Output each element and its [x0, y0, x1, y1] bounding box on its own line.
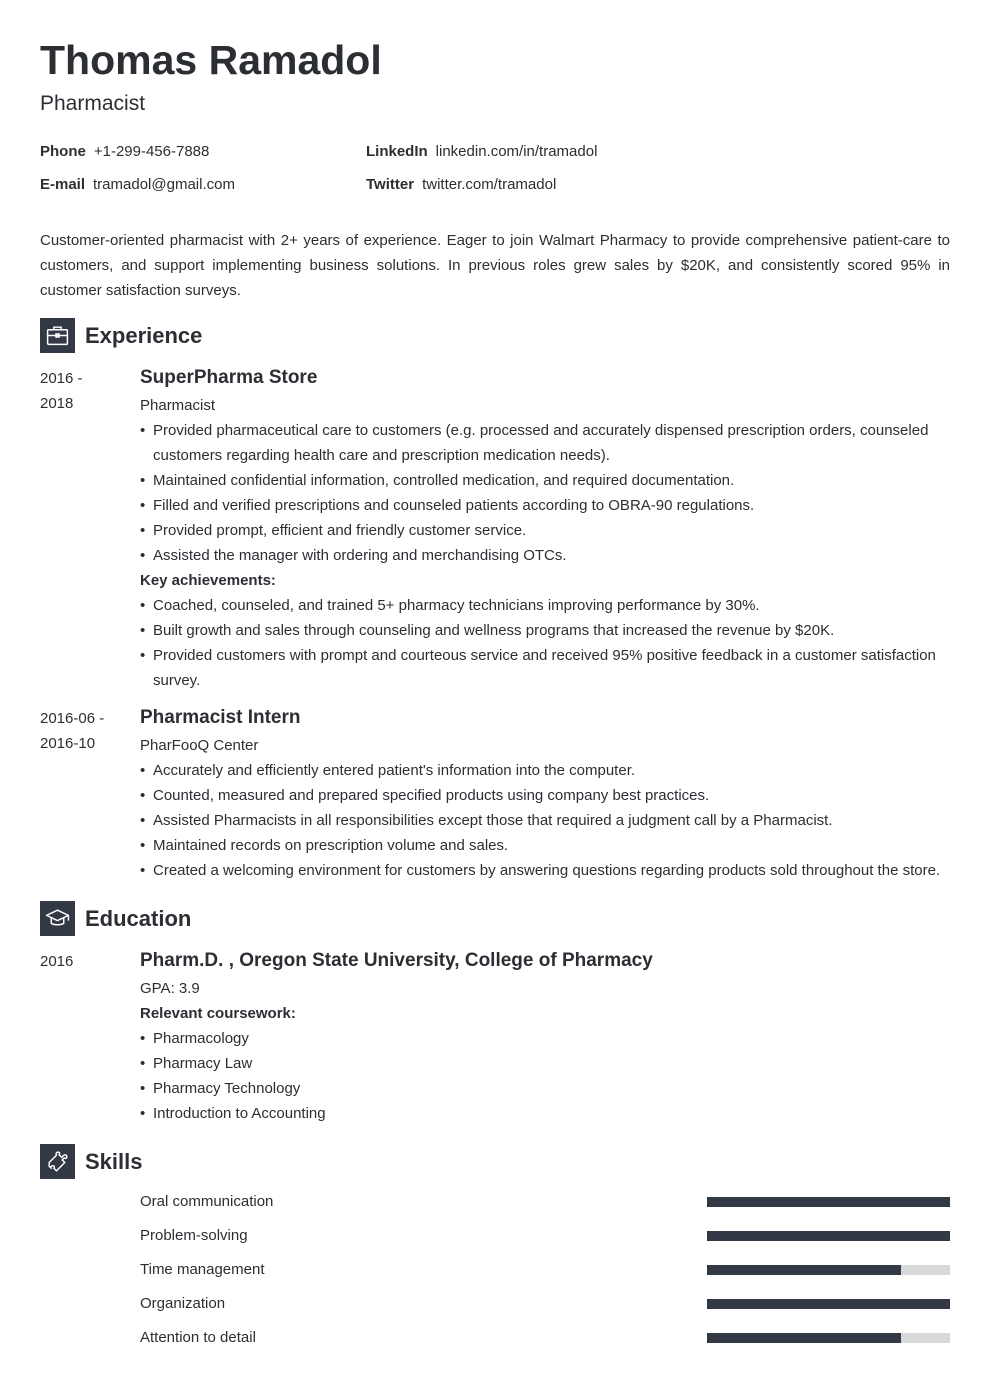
skill-row: [140, 1291, 950, 1316]
list-item: • Built growth and sales through counseling and wellness programs that increased the revenue by $20K.: [140, 618, 950, 643]
skill-level-fill: [707, 1333, 901, 1343]
skills-section-title: Skills: [85, 1149, 143, 1174]
profile-summary: Customer-oriented pharmacist with 2+ years of experience. Eager to join Walmart Pharmacy to provide comprehensive patient-care to customers, and support implementing business solutions. In previous roles grew sales by $20K, and consistently scored 95% in customer satisfaction surveys.: [40, 232, 950, 299]
experience-date: [40, 706, 120, 756]
list-item: • Provided prompt, efficient and friendly customer service.: [140, 518, 950, 543]
linkedin-label: LinkedIn: [366, 143, 428, 160]
skill-name: Time management: [140, 1261, 265, 1278]
skill-row: [140, 1223, 950, 1248]
phone-value: +1-299-456-7888: [93, 143, 210, 160]
skill-name: Attention to detail: [140, 1329, 256, 1346]
skill-name: Problem-solving: [140, 1227, 248, 1244]
contact-email: [40, 175, 235, 195]
contact-phone: [40, 142, 209, 162]
briefcase-icon: [40, 318, 75, 353]
skill-level-bar: [707, 1197, 950, 1207]
twitter-value: twitter.com/tramadol: [422, 176, 557, 193]
skill-level-fill: [707, 1265, 901, 1275]
experience-body: [140, 366, 950, 693]
education-degree: Pharm.D. , Oregon State University, College of Pharmacy: [140, 950, 653, 971]
skill-level-bar: [707, 1265, 950, 1275]
list-item: • Created a welcoming environment for customers by answering questions regarding products sold throughout the store.: [140, 858, 950, 883]
coursework-list: [140, 1026, 950, 1126]
skill-row: [140, 1189, 950, 1214]
puzzle-icon: [40, 1144, 75, 1179]
experience-company: SuperPharma Store: [140, 367, 318, 388]
list-item: • Counted, measured and prepared specified products using company best practices.: [140, 783, 950, 808]
list-item: • Pharmacy Technology: [140, 1076, 950, 1101]
experience-bullets: [140, 758, 950, 883]
linkedin-value: linkedin.com/in/tramadol: [435, 143, 598, 160]
achievements-bullets: [140, 593, 950, 693]
date-start: 2016 -: [40, 370, 83, 387]
list-item: • Provided customers with prompt and courteous service and received 95% positive feedback in a customer satisfaction survey.: [140, 643, 950, 693]
contact-twitter: [366, 175, 556, 195]
experience-section-title: Experience: [85, 323, 203, 348]
list-item: • Accurately and efficiently entered patient's information into the computer.: [140, 758, 950, 783]
email-label: E-mail: [40, 176, 86, 193]
list-item: • Provided pharmaceutical care to customers (e.g. processed and accurately dispensed prescription orders, counseled customers regarding health care and prescription medication needs).: [140, 418, 950, 468]
list-item: • Introduction to Accounting: [140, 1101, 950, 1126]
experience-date: [40, 366, 120, 416]
list-item: • Coached, counseled, and trained 5+ pharmacy technicians improving performance by 30%.: [140, 593, 950, 618]
education-body: [140, 949, 950, 1126]
date-end: 2016-10: [40, 735, 96, 752]
experience-bullets: [140, 418, 950, 568]
list-item: • Pharmacy Law: [140, 1051, 950, 1076]
date-end: 2018: [40, 395, 74, 412]
experience-role: Pharmacist: [140, 397, 216, 414]
skill-name: Oral communication: [140, 1193, 274, 1210]
list-item: • Pharmacology: [140, 1026, 950, 1051]
experience-body: [140, 706, 950, 883]
twitter-label: Twitter: [366, 176, 415, 193]
skill-row: [140, 1325, 950, 1350]
list-item: • Assisted the manager with ordering and merchandising OTCs.: [140, 543, 950, 568]
skill-level-fill: [707, 1197, 950, 1207]
education-date: 2016: [40, 953, 74, 970]
email-value: tramadol@gmail.com: [93, 176, 235, 193]
experience-company: Pharmacist Intern: [140, 707, 301, 728]
candidate-name: Thomas Ramadol: [40, 37, 382, 83]
contact-linkedin: [366, 142, 597, 162]
date-start: 2016-06 -: [40, 710, 105, 727]
list-item: • Assisted Pharmacists in all responsibilities except those that required a judgment call by a Pharmacist.: [140, 808, 950, 833]
achievements-label: Key achievements:: [140, 572, 276, 589]
candidate-title: Pharmacist: [40, 92, 146, 115]
graduation-cap-icon: [40, 901, 75, 936]
phone-label: Phone: [40, 143, 86, 160]
skill-level-bar: [707, 1231, 950, 1241]
skill-row: [140, 1257, 950, 1282]
list-item: • Maintained confidential information, controlled medication, and required documentation.: [140, 468, 950, 493]
skill-level-bar: [707, 1299, 950, 1309]
skill-level-fill: [707, 1299, 950, 1309]
education-section-title: Education: [85, 906, 192, 931]
skill-level-fill: [707, 1231, 950, 1241]
skill-level-bar: [707, 1333, 950, 1343]
education-gpa: GPA: 3.9: [140, 980, 200, 997]
list-item: • Filled and verified prescriptions and counseled patients according to OBRA-90 regulations.: [140, 493, 950, 518]
coursework-label: Relevant coursework:: [140, 1005, 296, 1022]
experience-role: PharFooQ Center: [140, 737, 259, 754]
list-item: • Maintained records on prescription volume and sales.: [140, 833, 950, 858]
skill-name: Organization: [140, 1295, 226, 1312]
